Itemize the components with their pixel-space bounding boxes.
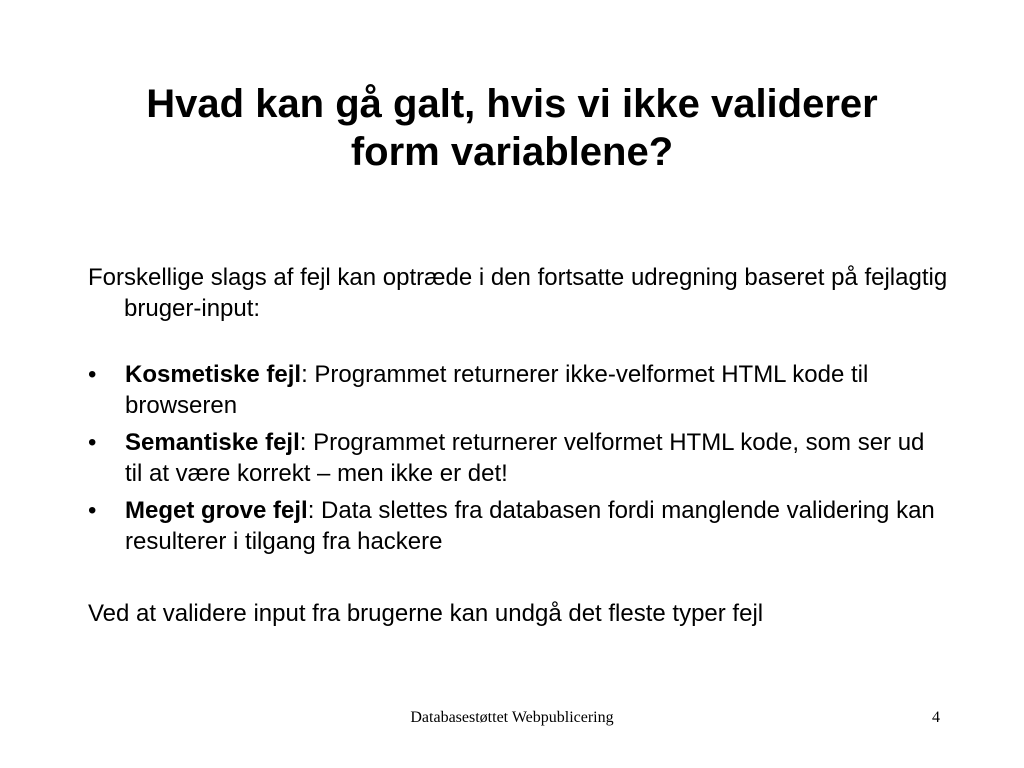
bullet-text: : Programmet returnerer velformet HTML kode, som ser ud til at være korrekt – men ikke er det! (125, 429, 925, 487)
slide-body (88, 262, 948, 629)
slide-title-line-1: Hvad kan gå galt, hvis vi ikke validerer (146, 82, 878, 126)
bullet-text: : Data slettes fra databasen fordi manglende validering kan resulterer i tilgang fra hackere (125, 497, 935, 555)
intro-paragraph: Forskellige slags af fejl kan optræde i den fortsatte udregning baseret på fejlagtig bruger-input: (88, 264, 948, 322)
bullet-item-kosmetiske (88, 359, 948, 421)
bullet-item-semantiske (88, 427, 948, 489)
bullet-dot: • (88, 497, 97, 524)
page-number: 4 (932, 709, 940, 726)
bullet-term: Semantiske fejl (125, 429, 300, 456)
bullet-list (88, 359, 948, 557)
bullet-term: Kosmetiske fejl (125, 361, 302, 388)
bullet-term: Meget grove fejl (125, 497, 308, 524)
bullet-dot: • (88, 429, 97, 456)
conclusion-paragraph: Ved at validere input fra brugerne kan undgå det fleste typer fejl (88, 600, 764, 627)
bullet-item-grove (88, 495, 948, 557)
bullet-dot: • (88, 361, 97, 388)
slide-title (60, 80, 964, 176)
bullet-text: : Programmet returnerer ikke-velformet HTML kode til browseren (125, 361, 869, 419)
footer-title: Databasestøttet Webpublicering (410, 709, 614, 726)
slide-title-line-2: form variablene? (350, 130, 674, 174)
